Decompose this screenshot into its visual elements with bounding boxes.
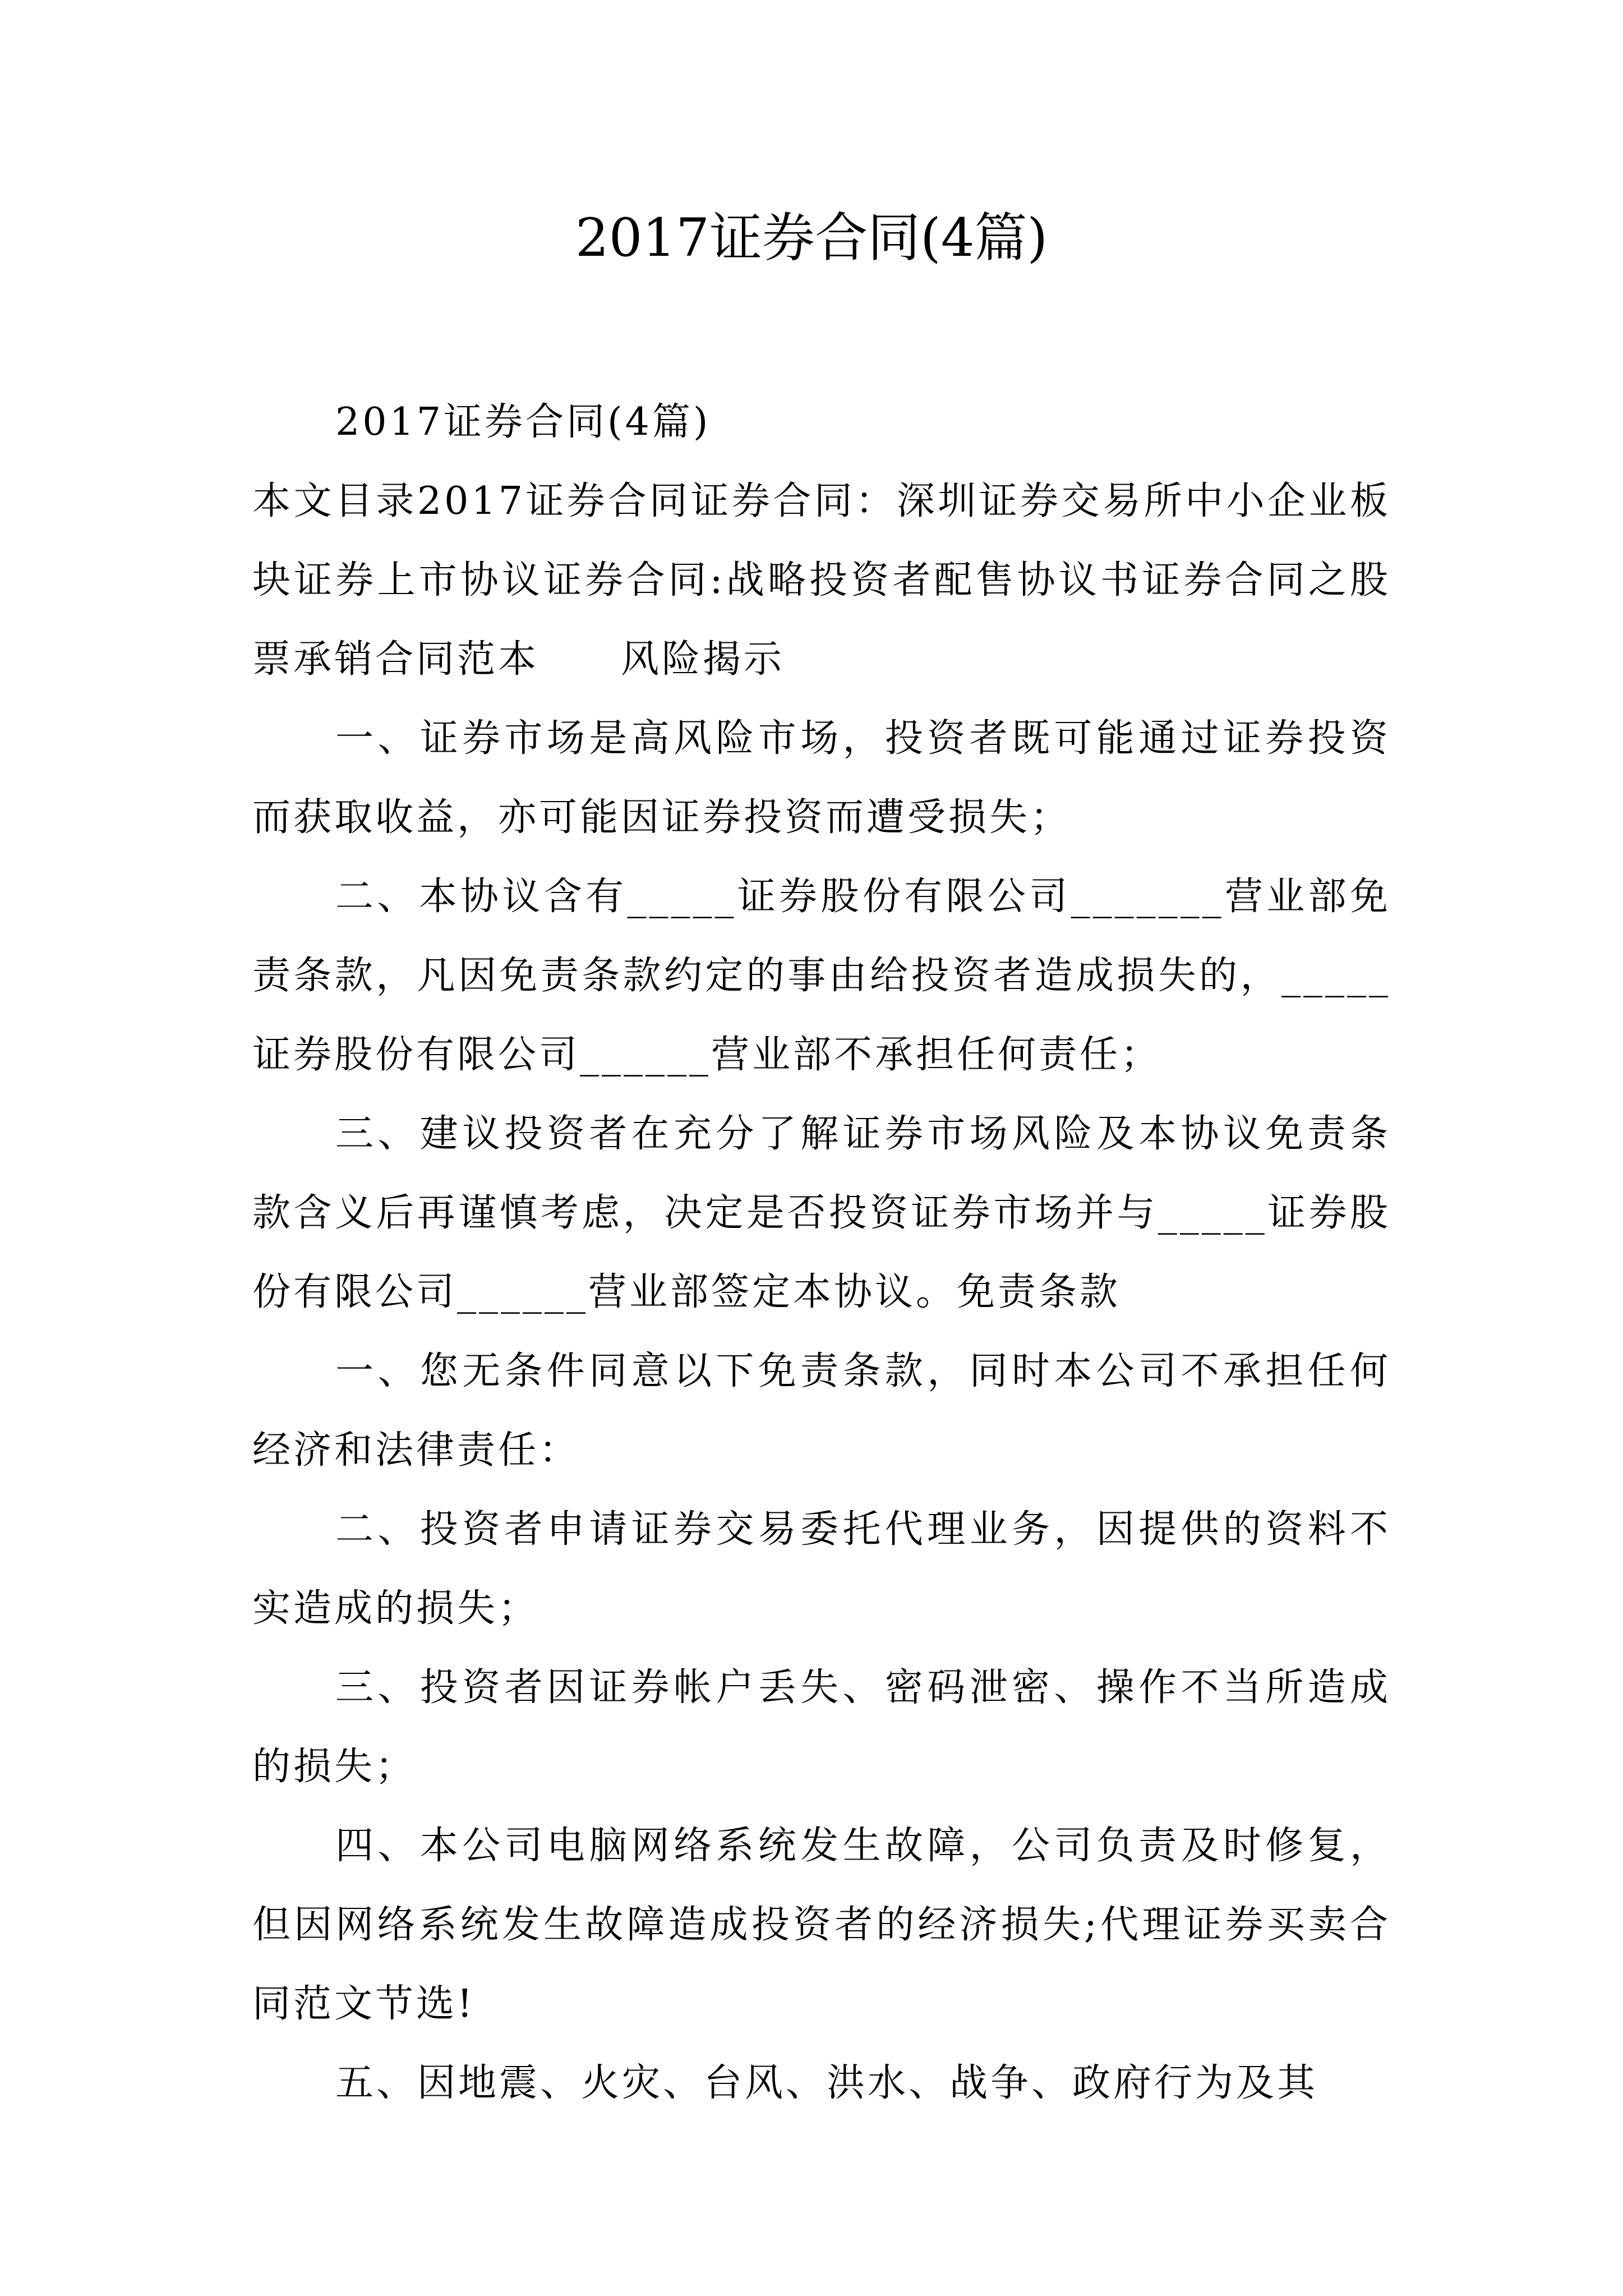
paragraph-subtitle: 2017证券合同(4篇) [335, 400, 711, 444]
paragraph-risk-1: 一、证券市场是高风险市场，投资者既可能通过证券投资而获取收益，亦可能因证券投资而遭受损失； [252, 716, 1391, 840]
document-title: 2017证券合同(4篇) [575, 208, 1048, 269]
paragraph-disclaimer-4: 四、本公司电脑网络系统发生故障，公司负责及时修复，但因网络系统发生故障造成投资者的经济损失;代理证券买卖合同范文节选! [252, 1824, 1391, 2026]
paragraph-disclaimer-5: 五、因地震、火灾、台风、洪水、战争、政府行为及其 [335, 2061, 1318, 2105]
paragraph-disclaimer-3: 三、投资者因证券帐户丢失、密码泄密、操作不当所造成的损失； [252, 1665, 1391, 1789]
paragraph-disclaimer-1: 一、您无条件同意以下免责条款，同时本公司不承担任何经济和法律责任： [252, 1349, 1391, 1473]
paragraph-table-of-contents: 本文目录2017证券合同证券合同：深圳证券交易所中小企业板块证券上市协议证券合同:战略投资者配售协议书证券合同之股票承销合同范本 风险揭示 [252, 479, 1391, 682]
document-body [252, 383, 1391, 2123]
paragraph-risk-2: 二、本协议含有_____证券股份有限公司_______营业部免责条款，凡因免责条款约定的事由给投资者造成损失的，_____证券股份有限公司______营业部不承担任何责任； [252, 875, 1391, 1077]
paragraph-risk-3: 三、建议投资者在充分了解证券市场风险及本协议免责条款含义后再谨慎考虑，决定是否投资证券市场并与_____证券股份有限公司______营业部签定本协议。免责条款 [252, 1112, 1391, 1314]
paragraph-disclaimer-2: 二、投资者申请证券交易委托代理业务，因提供的资料不实造成的损失； [252, 1507, 1391, 1631]
